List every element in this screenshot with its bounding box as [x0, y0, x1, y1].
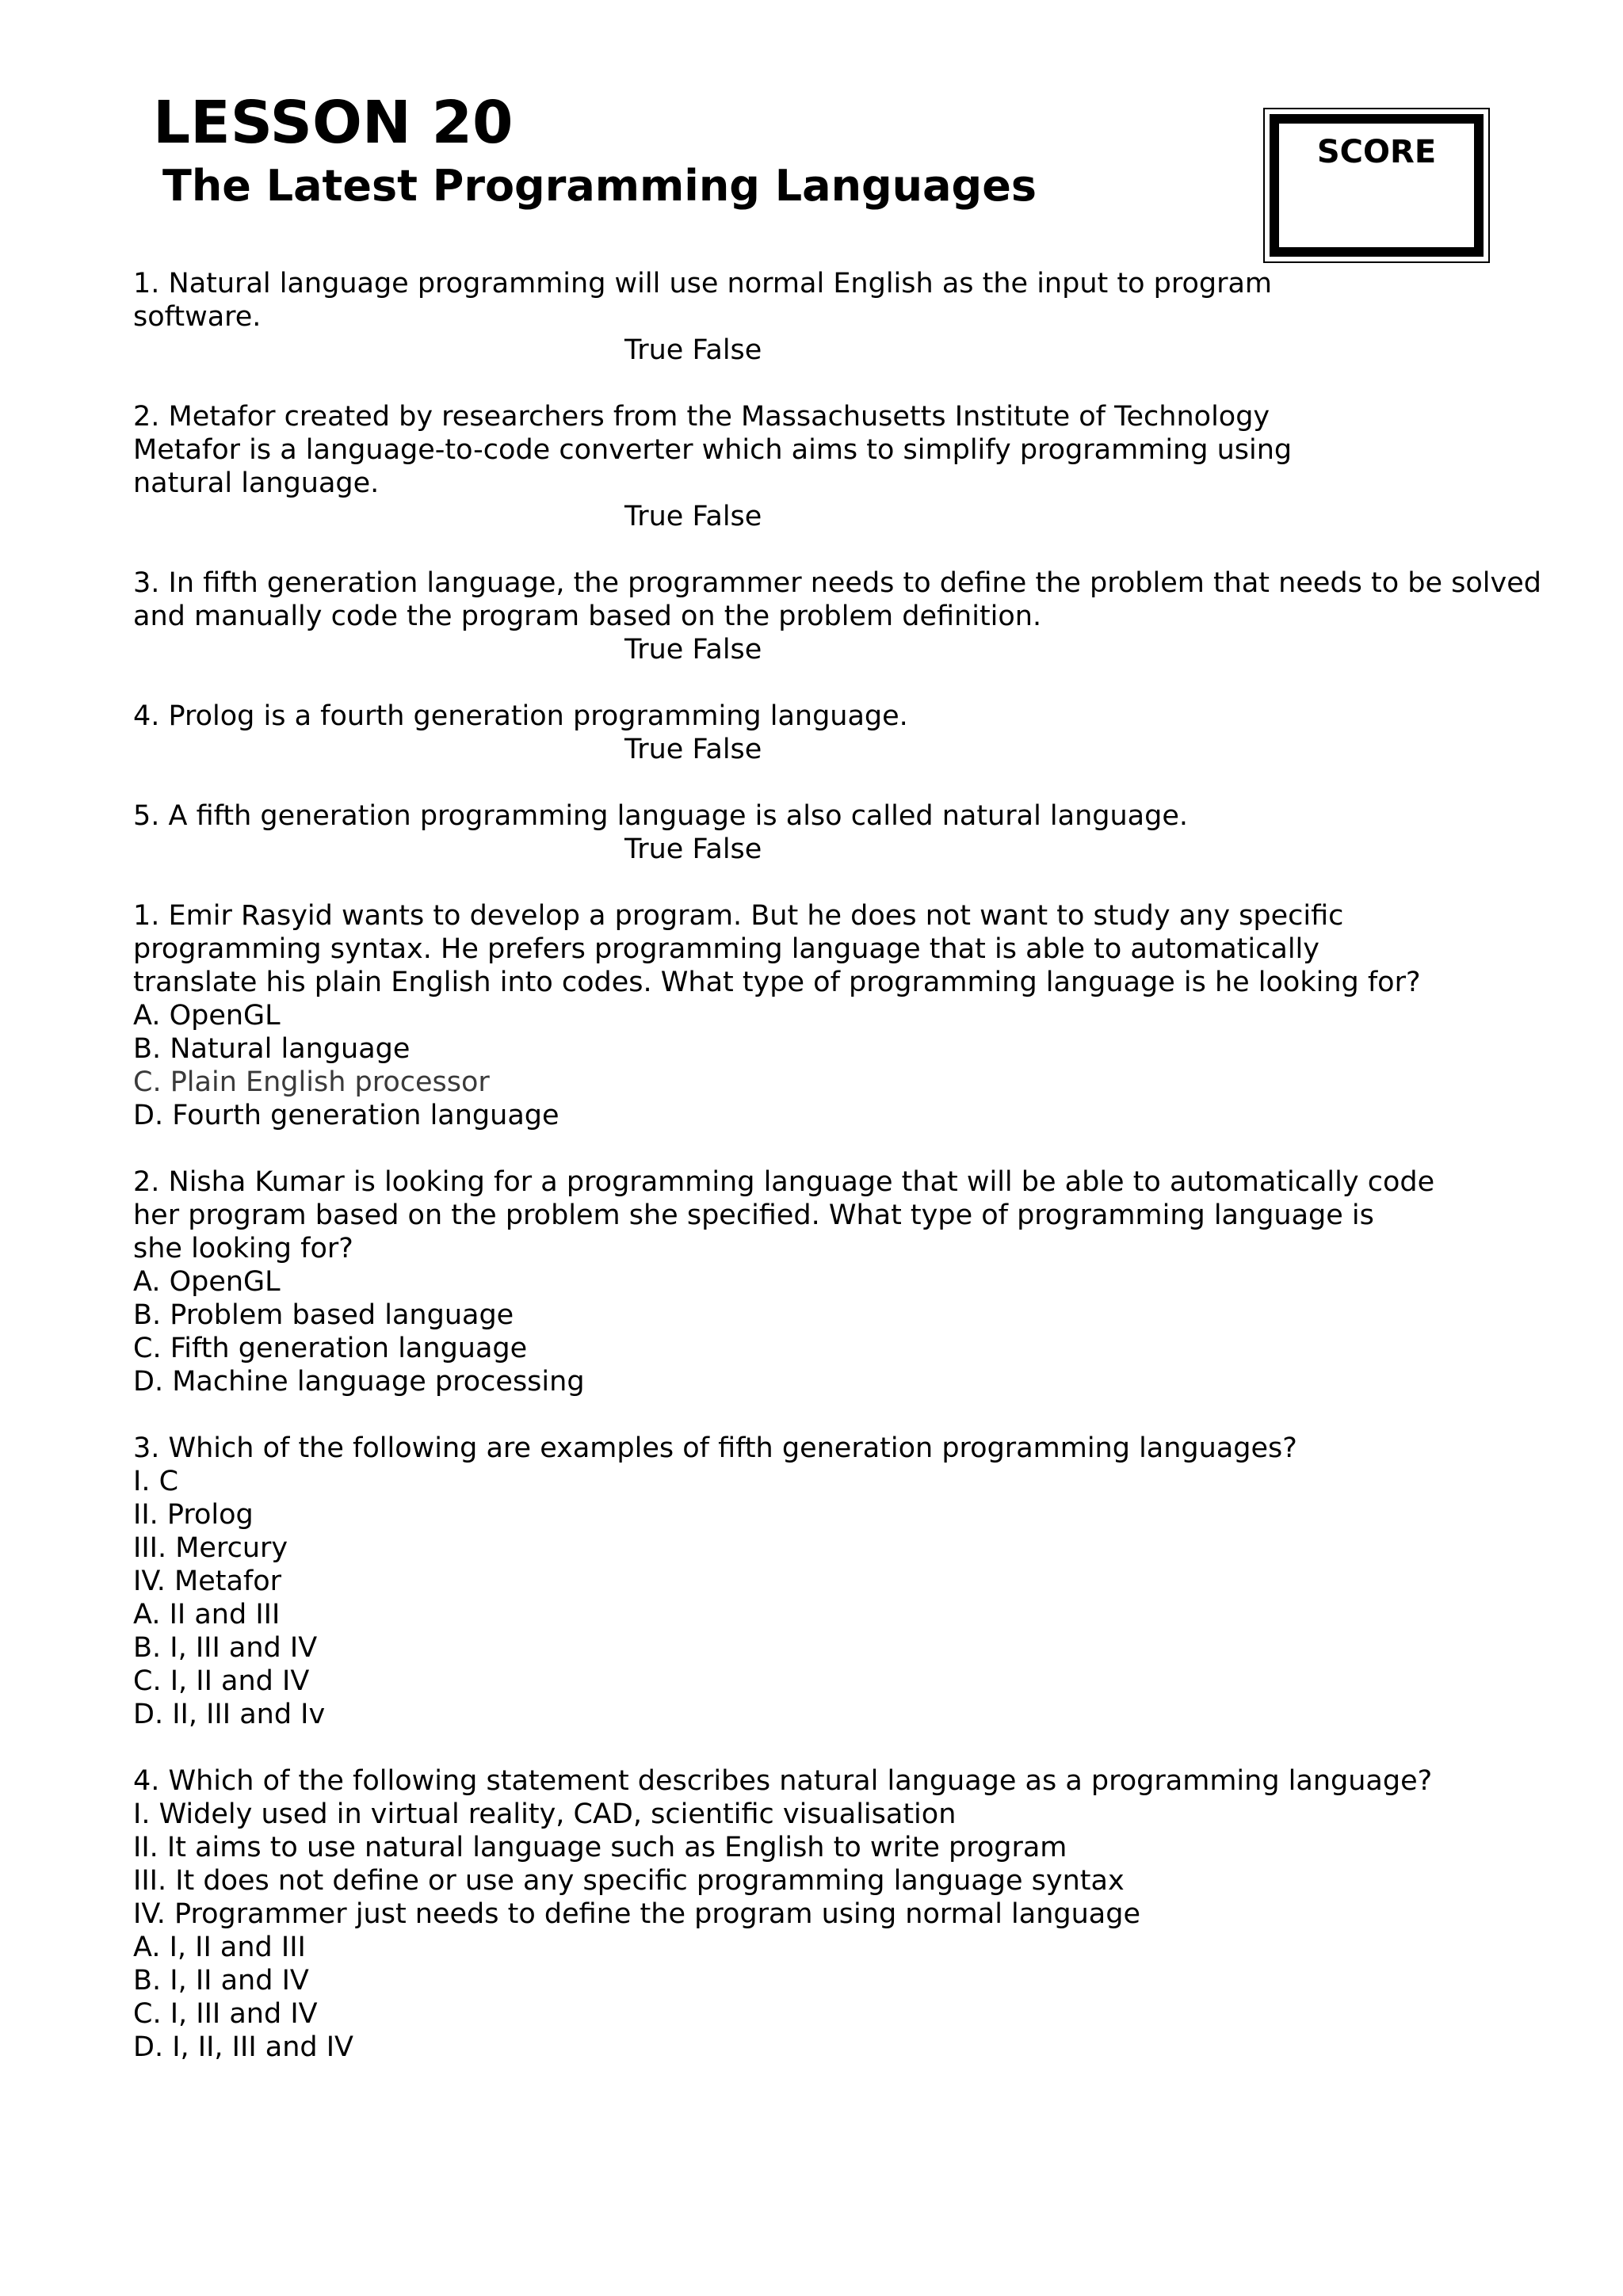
mc-statement: II. It aims to use natural language such as English to write program	[133, 1832, 1067, 1863]
mc-option: A. OpenGL	[133, 1000, 281, 1032]
mc-statement: III. It does not define or use any specific programming language syntax	[133, 1865, 1125, 1897]
tf-question-line: natural language.	[133, 467, 380, 499]
mc-question-line: she looking for?	[133, 1233, 353, 1264]
tf-question-line: 1. Natural language programming will use normal English as the input to program	[133, 268, 1273, 299]
mc-option: B. Natural language	[133, 1033, 411, 1065]
lesson-title: LESSON 20	[153, 89, 514, 157]
mc-option: C. Plain English processor	[133, 1066, 490, 1098]
mc-statement: IV. Programmer just needs to define the program using normal language	[133, 1898, 1141, 1930]
mc-statement: II. Prolog	[133, 1499, 254, 1531]
mc-option: D. Machine language processing	[133, 1366, 585, 1398]
score-box	[1263, 108, 1490, 263]
tf-question-4	[133, 700, 1599, 766]
mc-option: D. Fourth generation language	[133, 1100, 559, 1131]
true-false-choices: True False	[624, 501, 762, 532]
lesson-subtitle: The Latest Programming Languages	[162, 161, 1037, 211]
tf-question-line: Metafor is a language-to-code converter which aims to simplify programming using	[133, 434, 1293, 466]
mc-question-2	[133, 1165, 1599, 1398]
mc-option: A. II and III	[133, 1599, 281, 1630]
score-box-inner	[1270, 114, 1484, 257]
tf-question-2	[133, 400, 1599, 533]
mc-statement: I. Widely used in virtual reality, CAD, scientific visualisation	[133, 1798, 957, 1830]
mc-option: D. II, III and Iv	[133, 1699, 326, 1730]
true-false-choices: True False	[624, 634, 762, 666]
tf-question-line: software.	[133, 301, 262, 333]
mc-option: A. OpenGL	[133, 1266, 281, 1298]
tf-question-line: and manually code the program based on the problem definition.	[133, 601, 1042, 632]
tf-question-line: 4. Prolog is a fourth generation programming language.	[133, 700, 908, 732]
true-false-choices: True False	[624, 734, 762, 765]
score-label: SCORE	[1316, 134, 1437, 170]
mc-question-line: translate his plain English into codes. What type of programming language is he looking for?	[133, 967, 1421, 998]
tf-question-3	[133, 566, 1599, 666]
mc-question-line: 2. Nisha Kumar is looking for a programming language that will be able to automatically code	[133, 1166, 1435, 1198]
true-false-choices: True False	[624, 334, 762, 366]
tf-question-line: 5. A fifth generation programming language is also called natural language.	[133, 800, 1189, 832]
worksheet-content	[133, 267, 1599, 2097]
mc-option: B. I, III and IV	[133, 1632, 318, 1664]
mc-question-line: 4. Which of the following statement describes natural language as a programming language?	[133, 1765, 1433, 1797]
mc-question-4	[133, 1764, 1599, 2064]
mc-statement: I. C	[133, 1466, 179, 1497]
tf-question-1	[133, 267, 1599, 367]
mc-statement: IV. Metafor	[133, 1566, 282, 1597]
mc-option: C. Fifth generation language	[133, 1333, 528, 1364]
mc-option: B. Problem based language	[133, 1299, 514, 1331]
mc-option: D. I, II, III and IV	[133, 2031, 354, 2063]
mc-question-line: her program based on the problem she specified. What type of programming language is	[133, 1199, 1374, 1231]
tf-question-5	[133, 799, 1599, 866]
mc-option: C. I, III and IV	[133, 1998, 318, 2030]
mc-question-line: programming syntax. He prefers programming language that is able to automatically	[133, 933, 1319, 965]
tf-question-line: 3. In fifth generation language, the programmer needs to define the problem that needs to be solved	[133, 567, 1541, 599]
true-false-choices: True False	[624, 833, 762, 865]
mc-statement: III. Mercury	[133, 1532, 288, 1564]
mc-question-1	[133, 899, 1599, 1132]
mc-option: B. I, II and IV	[133, 1965, 309, 1997]
mc-question-line: 3. Which of the following are examples of fifth generation programming languages?	[133, 1432, 1297, 1464]
tf-question-line: 2. Metafor created by researchers from the Massachusetts Institute of Technology	[133, 401, 1270, 433]
mc-question-line: 1. Emir Rasyid wants to develop a program. But he does not want to study any specific	[133, 900, 1344, 932]
mc-option: C. I, II and IV	[133, 1665, 310, 1697]
mc-option: A. I, II and III	[133, 1932, 306, 1963]
mc-question-3	[133, 1432, 1599, 1731]
